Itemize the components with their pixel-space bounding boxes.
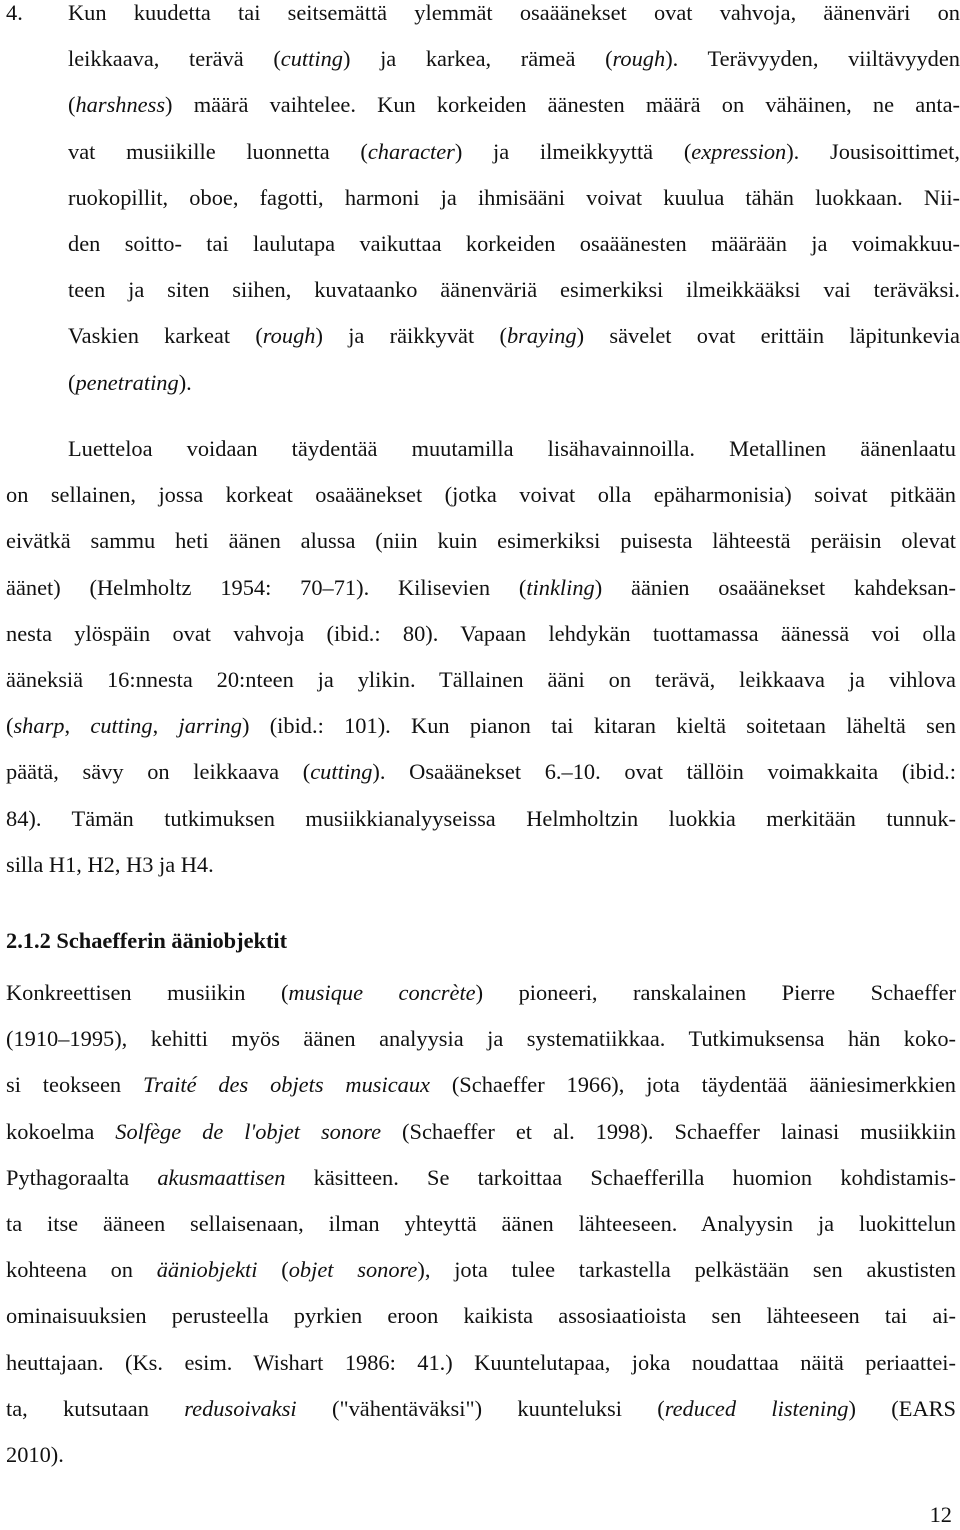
text-line: äänet) (Helmholtz 1954: 70–71). Kilisevien (tinkling) äänien osaäänekset kahdeksan-	[6, 574, 956, 600]
text-line: on sellainen, jossa korkeat osaäänekset (jotka voivat olla epäharmonisia) soivat pitkään	[6, 482, 956, 508]
text-line: Vaskien karkeat (rough) ja räikkyvät (braying) sävelet ovat erittäin läpitunkevia	[68, 323, 960, 349]
text-line: teen ja siten siihen, kuvataanko äänenväriä esimerkiksi ilmeikkääksi vai teräväksi.	[68, 277, 960, 303]
text-line: ta itse ääneen sellaisenaan, ilman yhteyttä äänen lähteeseen. Analyysin ja luokittelun	[6, 1211, 956, 1237]
paragraph-schaeffer	[6, 970, 956, 1478]
list-item-body	[68, 0, 960, 406]
text-line: silla H1, H2, H3 ja H4.	[6, 851, 214, 877]
text-line: Kun kuudetta tai seitsemättä ylemmät osaäänekset ovat vahvoja, äänenväri on	[68, 0, 960, 25]
text-line: päätä, sävy on leikkaava (cutting). Osaäänekset 6.–10. ovat tällöin voimakkaita (ibid.:	[6, 759, 956, 785]
section-heading: 2.1.2 Schaefferin ääniobjektit	[6, 928, 288, 953]
text-line: leikkaava, terävä (cutting) ja karkea, rämeä (rough). Terävyyden, viiltävyyden	[68, 46, 960, 72]
text-line: eivätkä sammu heti äänen alussa (niin kuin esimerkiksi puisesta lähteestä peräisin olevat	[6, 528, 956, 554]
text-line: (penetrating).	[68, 369, 192, 395]
text-line: ta, kutsutaan redusoivaksi ("vähentäväksi") kuunteluksi (reduced listening) (EARS	[6, 1395, 956, 1421]
paragraph-additional-observations	[6, 426, 956, 888]
text-line: Konkreettisen musiikin (musique concrète) pioneeri, ranskalainen Pierre Schaeffer	[6, 980, 956, 1005]
text-line: (sharp, cutting, jarring) (ibid.: 101). Kun pianon tai kitaran kieltä soitetaan läheltä sen	[6, 713, 956, 739]
text-line: kokoelma Solfège de l'objet sonore (Schaeffer et al. 1998). Schaeffer lainasi musiikkiin	[6, 1118, 956, 1144]
text-line: 2010).	[6, 1442, 64, 1468]
text-line: Luetteloa voidaan täydentää muutamilla lisähavainnoilla. Metallinen äänenlaatu	[68, 436, 956, 461]
text-line: ruokopillit, oboe, fagotti, harmoni ja ihmisääni voivat kuulua tähän luokkaan. Nii-	[68, 184, 960, 210]
text-line: (1910–1995), kehitti myös äänen analyysia ja systematiikkaa. Tutkimuksensa hän koko-	[6, 1026, 956, 1052]
text-line: kohteena on ääniobjekti (objet sonore), jota tulee tarkastella pelkästään sen akustisten	[6, 1257, 956, 1283]
list-number: 4.	[6, 0, 23, 25]
page-number: 12	[929, 1502, 952, 1527]
text-line: ominaisuuksien perusteella pyrkien eroon kaikista assosiaatioista sen lähteeseen tai ai-	[6, 1303, 956, 1329]
text-line: nesta ylöspäin ovat vahvoja (ibid.: 80). Vapaan lehdykän tuottamassa äänessä voi olla	[6, 620, 956, 646]
text-line: (harshness) määrä vaihtelee. Kun korkeiden äänesten määrä on vähäinen, ne anta-	[68, 92, 960, 118]
text-line: heuttajaan. (Ks. esim. Wishart 1986: 41.) Kuuntelutapaa, joka noudattaa näitä periaattei-	[6, 1349, 956, 1375]
text-line: vat musiikille luonnetta (character) ja ilmeikkyyttä (expression). Jousisoittimet,	[68, 138, 960, 164]
text-line: 84). Tämän tutkimuksen musiikkianalyyseissa Helmholtzin luokkia merkitään tunnuk-	[6, 805, 956, 831]
text-line: si teokseen Traité des objets musicaux (Schaeffer 1966), jota täydentää ääniesimerkkien	[6, 1072, 956, 1098]
text-line: den soitto- tai laulutapa vaikuttaa korkeiden osaäänesten määrään ja voimakkuu-	[68, 231, 960, 257]
text-line: Pythagoraalta akusmaattisen käsitteen. Se tarkoittaa Schaefferilla huomion kohdistamis-	[6, 1164, 956, 1190]
text-line: ääneksiä 16:nnesta 20:nteen ja ylikin. Tällainen ääni on terävä, leikkaava ja vihlova	[6, 667, 956, 693]
